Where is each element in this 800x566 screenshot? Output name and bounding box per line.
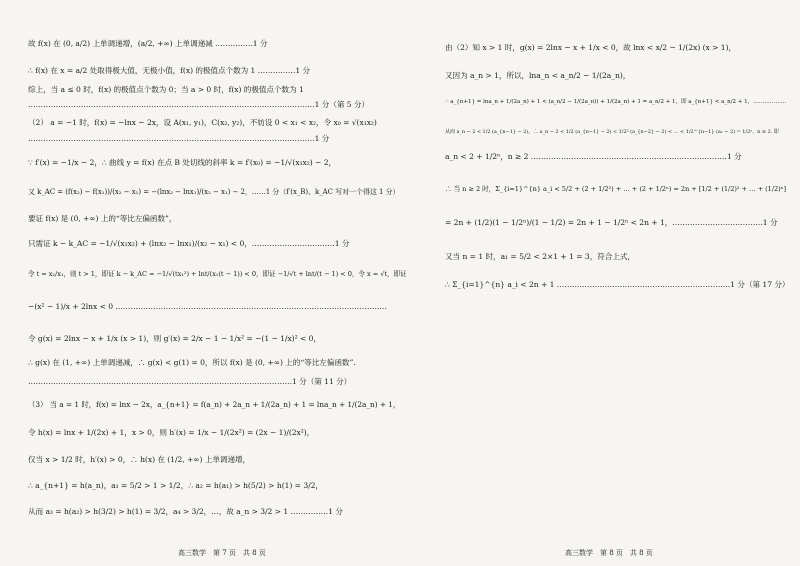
text-line: ∵ f′(x) = −1/x − 2，∴ 曲线 y = f(x) 在点 B 处切线的斜率 k = f′(x₀) = −1/√(x₁x₂) − 2，: [28, 158, 337, 167]
text-line: 综上，当 a ≤ 0 时，f(x) 的极值点个数为 0；当 a > 0 时，f(x) 的极值点个数为 1: [28, 85, 304, 94]
text-line: 又当 n = 1 时，a₁ = 5/2 < 2×1 + 1 = 3，符合上式，: [445, 252, 635, 261]
text-line: 要证 f(x) 是 (0, +∞) 上的“等比左偏函数”，: [28, 214, 177, 223]
text-line: ∴ f(x) 在 x = a/2 处取得极大值，无极小值，f(x) 的极值点个数为 1 ……………1 分: [28, 66, 311, 75]
page-footer: 高三数学 第 8 页 共 8 页: [565, 549, 653, 557]
text-line: （2） a = −1 时，f(x) = −lnx − 2x，设 A(x₁, y₁)，C(x₂, y₂)，不妨设 0 < x₁ < x₂，令 x₀ = √(x₁x₂): [28, 118, 377, 127]
text-line: ……………………………………………………………………………………………1 分（第 11 分）: [28, 377, 352, 386]
text-line: ……………………………………………………………………………………………………1 分（第 5 分）: [28, 100, 370, 109]
text-line: ……………………………………………………………………………………………………1 分: [28, 134, 330, 143]
text-line: a_n < 2 + 1/2ⁿ，n ≥ 2 ……………………………………………………………………1 分: [445, 152, 742, 161]
page-footer: 高三数学 第 7 页 共 8 页: [178, 549, 266, 557]
text-line: ∴ g(x) 在 (1, +∞) 上单调递减，∴ g(x) < g(1) = 0，所以 f(x) 是 (0, +∞) 上的“等比左偏函数”.: [28, 358, 356, 367]
text-line: 故 f(x) 在 (0, a/2) 上单调递增，(a/2, +∞) 上单调递减 ……………1 分: [28, 39, 268, 48]
text-line: 从而 a₃ = h(a₂) > h(3/2) > h(1) = 3/2，a₄ > 3/2，…，故 a_n > 3/2 > 1 ……………1 分: [28, 507, 343, 516]
text-line: −(x² − 1)/x + 2lnx < 0 ………………………………………………………………………………………………: [28, 302, 387, 311]
text-line: 令 h(x) = lnx + 1/(2x) + 1，x > 0，则 h′(x) = 1/x − 1/(2x²) = (2x − 1)/(2x²)，: [28, 428, 315, 437]
text-line: （3） 当 a = 1 时，f(x) = lnx − 2x，a_{n+1} = f(a_n) + 2a_n + 1/(2a_n) + 1 = lna_n + 1/(2a_n) + 1，: [28, 400, 401, 409]
text-line: ∴ a_{n+1} = lna_n + 1/(2a_n) + 1 < (a_n/2 − 1/(2a_n)) + 1/(2a_n) + 1 = a_n/2 + 1，即 a_{n+1} < a_n/2 + 1，………………: [445, 99, 787, 105]
text-line: ∴ Σ_{i=1}^{n} a_i < 2n + 1 ……………………………………………………………1 分（第 17 分）: [445, 280, 790, 289]
text-line: 令 g(x) = 2lnx − x + 1/x (x > 1)，则 g′(x) = 2/x − 1 − 1/x² = −(1 − 1/x)² < 0，: [28, 334, 321, 343]
text-line: 仅当 x > 1/2 时，h′(x) > 0，∴ h(x) 在 (1/2, +∞) 上单调递增，: [28, 455, 251, 464]
text-line: 只需证 k − k_AC = −1/√(x₁x₂) + (lnx₂ − lnx₁)/(x₂ − x₁) < 0，……………………………1 分: [28, 239, 350, 248]
text-line: 由（2）知 x > 1 时，g(x) = 2lnx − x + 1/x < 0，故 lnx < x/2 − 1/(2x) (x > 1)，: [445, 43, 737, 52]
text-line: 从而 a_n − 2 < 1/2 (a_{n−1} − 2)，∴ a_n − 2 < 1/2 (a_{n−1} − 2) < 1/2² (a_{n−2} − 2) < … < 1/2^{n−1} (a₁ − 2) = 1/2ⁿ，n ≥ 2. 即: [445, 129, 779, 135]
text-line: 又 k_AC = (f(x₂) − f(x₁))/(x₂ − x₁) = −(lnx₂ − lnx₁)/(x₂ − x₁) − 2，……1 分（f′(x_B)、k_AC 写对一个得这 1 分）: [28, 188, 400, 196]
text-line: ∴ a_{n+1} = h(a_n)，a₁ = 5/2 > 1 > 1/2，∴ a₂ = h(a₁) > h(5/2) > h(1) = 3/2，: [28, 481, 323, 490]
text-line: 令 t = x₂/x₁，则 t > 1，即证 k − k_AC = −1/√(tx₁²) + lnt/(x₁(t − 1)) < 0，即证 −1/√t + lnt/(t − 1) < 0，令 x = √t，即证: [28, 270, 407, 278]
text-line: ∴ 当 n ≥ 2 时，Σ_{i=1}^{n} a_i < 5/2 + (2 + 1/2²) + … + (2 + 1/2ⁿ) = 2n + [1/2 + (1/2)² + … + (1/2)ⁿ]: [445, 185, 786, 193]
text-line: 又因为 a_n > 1，所以，lna_n < a_n/2 − 1/(2a_n)，: [445, 71, 631, 80]
text-line: = 2n + (1/2)(1 − 1/2ⁿ)/(1 − 1/2) = 2n + 1 − 1/2ⁿ < 2n + 1，………………………………1 分: [445, 218, 778, 227]
